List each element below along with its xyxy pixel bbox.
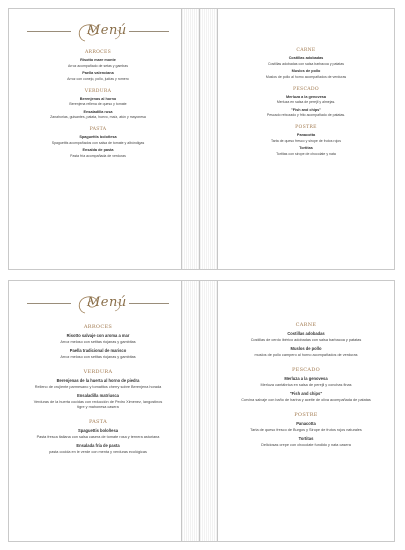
dish-description: Merluza en salsa de perejil y almejas. [276, 100, 336, 105]
dish-name: Spaguettis boloñesa [79, 135, 117, 140]
menu-left-panel [27, 281, 169, 541]
dish-name: Paella valenciana [82, 71, 114, 76]
dish-description: Arroz con conejo, pollo, judías y romero [67, 76, 129, 81]
dish-description: Costillas adobadas con salsa barbacoa y patatas [267, 61, 345, 66]
dish-description: Berenjena rellena de queso y tomate [69, 102, 127, 107]
dish-name: Risotto mare monte [80, 58, 116, 62]
dish-name: Paella tradicional de marisco [69, 348, 127, 354]
fold-line [199, 281, 200, 541]
dish-description: Muslos de pollo al horno acompañados de verduras [265, 74, 347, 79]
divider [129, 303, 169, 304]
dish-name: Muslos de pollo [291, 69, 321, 74]
dish-name: "Fish and chips" [290, 107, 322, 112]
category-heading: ARROCES [83, 324, 113, 330]
dish-description: pasta cocida en le verde con menta y verduras ecológicas [49, 450, 147, 455]
menu-right-panel [227, 281, 385, 541]
dish-description: Arroz meloso con setitas riojanas y gambitas [60, 354, 136, 359]
dish-description: Pescado rebozado y frito acompañado de patatas. [266, 113, 346, 118]
category-heading: CARNE [296, 48, 316, 53]
dish-description: Deliciosas crepe con chocolate fundido y nata casera [261, 443, 351, 448]
category-heading: CARNE [295, 322, 317, 328]
divider [27, 303, 71, 304]
menu-right-panel [227, 9, 385, 269]
fold-line [199, 9, 200, 269]
category-heading: VERDURA [83, 369, 113, 376]
dish-name: Risotto salvaje con aroma a mar [66, 333, 130, 338]
category-heading: PESCADO [291, 367, 321, 374]
dish-name: Tortitas [298, 436, 314, 442]
dish-description: Arroz acompañado de setas y gambas [68, 63, 128, 68]
dish-description: Corvina salvaje con baño de harina y aceite de oliva acompañada de patatas [241, 398, 371, 402]
dish-name: Costillas adobadas [287, 331, 325, 336]
dish-description: Pasta fría acompañada de verduras [70, 153, 126, 158]
dish-name: Panacotta [296, 421, 316, 427]
dish-name: Berenjenas al horno [79, 96, 117, 101]
divider [129, 31, 169, 32]
category-heading: PASTA [89, 127, 107, 133]
dish-description: Pasta fresca italiana con salsa casera de tomate rosa y ternera asturiana [36, 435, 160, 440]
dish-description: muslos de pollo campero al horno acompañados de verduras [254, 352, 358, 357]
dish-name: Spaguettis boloñesa [77, 428, 119, 434]
divider [27, 31, 71, 32]
category-heading: ARROCES [84, 50, 112, 55]
category-heading: VERDURA [84, 88, 112, 94]
fold-line [217, 281, 218, 541]
menu-logo-text: Menú [87, 23, 127, 38]
dish-description: Merluza cantábrica en salsa de perejil y conchas finas [260, 382, 352, 387]
dish-description: Zanahorias, guisantes, patata, huevo, maíz, atún y mayonesa [50, 115, 146, 120]
category-heading: PASTA [88, 419, 108, 426]
category-heading: PESCADO [293, 86, 319, 92]
dish-name: Ensalda de pasta [82, 148, 114, 153]
dish-name: Ensalada fría de pasta [76, 443, 120, 449]
category-heading: POSTRE [294, 412, 318, 419]
menu-left-panel [27, 9, 169, 269]
dish-description: Spaguettis acompañados con salsa de tomate y albóndigas [51, 140, 145, 145]
menu-sheet-gourmet [8, 280, 395, 542]
dish-name: Merluza a la genovesa [284, 376, 328, 382]
dish-name: Tortitas [299, 146, 313, 151]
dish-description: Tarta de queso fresco de Burgos y Sirope de frutos rojos naturales [250, 428, 362, 433]
menu-header [27, 9, 169, 43]
category-heading: POSTRE [295, 125, 317, 131]
dish-name: Ensaladilla matriusca [77, 393, 119, 399]
fold-line [181, 281, 182, 541]
dish-name: Muslos de pollo [290, 346, 322, 352]
dish-name: Panacotta [296, 133, 316, 138]
menu-header [27, 281, 169, 315]
dish-description: Tarta de queso fresco y sirope de frutos rojos [270, 138, 342, 143]
dish-name: Merluza a la genovesa [285, 94, 327, 99]
dish-description: Relleno de crujiente parmesano y tomatitos cherry sobre Berenjena horada [34, 384, 162, 389]
menu-sheet-simple [8, 8, 395, 270]
dish-description: Verduras de la huerta cocidas con reducción de Pedro Ximenez, langostinos tigre y mahonesa casera [33, 400, 163, 410]
menu-logo [75, 21, 125, 45]
fold-line [217, 9, 218, 269]
dish-description: Arroz meloso con setitas riojanas y gambitas [60, 339, 136, 344]
menu-logo-text: Menú [87, 295, 127, 310]
fold-line [181, 9, 182, 269]
dish-name: "Fish and chips" [289, 391, 323, 397]
dish-description: Tortitas con sirope de chocolate y nata [276, 151, 336, 156]
dish-name: Ensaladilla rusa [83, 109, 113, 114]
dish-name: Berenjenas de la huerta al horno de piedra [56, 378, 140, 384]
dish-name: Costillas adobadas [288, 56, 324, 60]
dish-description: Costillas de cerdo ibérico adobadas con salsa barbacoa y patatas [250, 337, 362, 342]
menu-logo [75, 293, 125, 317]
